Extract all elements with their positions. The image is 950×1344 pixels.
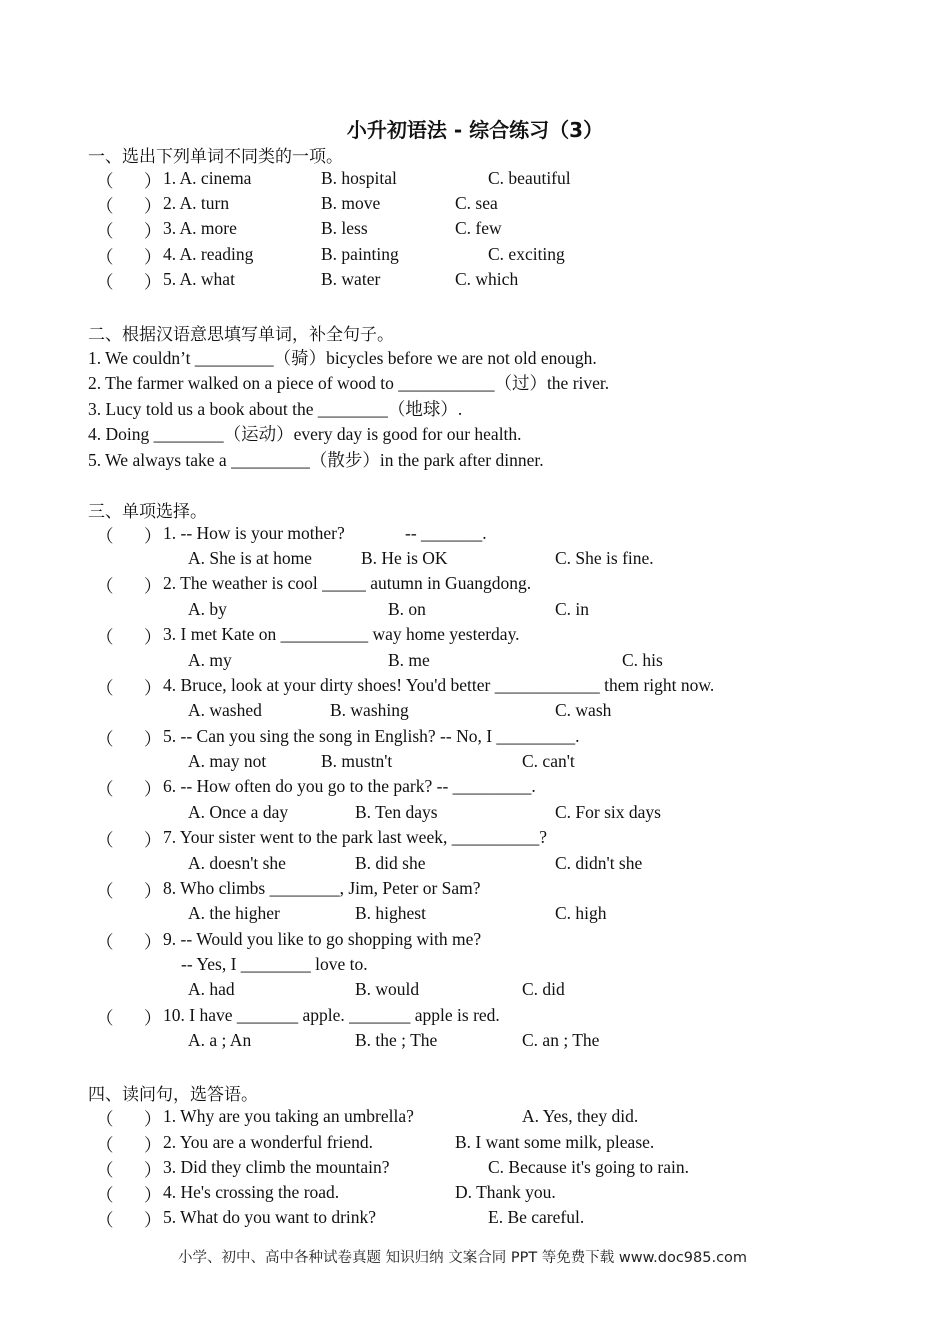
section2-heading: 二、根据汉语意思填写单词，补全句子。 (88, 325, 394, 345)
option-c: C. which (455, 269, 519, 289)
section3-heading: 三、单项选择。 (88, 502, 207, 522)
option-c: C. wash (555, 700, 612, 720)
answer-paren-close: ） (144, 196, 162, 216)
question-text: 2. A. turn (163, 193, 230, 213)
option-a: A. a ; An (188, 1030, 252, 1050)
option-c: C. For six days (555, 802, 661, 822)
answer-option: E. Be careful. (488, 1207, 585, 1227)
option-b: B. Ten days (355, 802, 438, 822)
option-c: C. can't (522, 751, 575, 771)
answer-paren-open: （ (96, 1135, 114, 1155)
answer-paren-open: （ (96, 779, 114, 799)
question-text: 3. Did they climb the mountain? (163, 1157, 390, 1177)
option-c: C. sea (455, 193, 498, 213)
answer-paren-open: （ (96, 1185, 114, 1205)
question-text: 5. A. what (163, 269, 235, 289)
option-b: B. hospital (321, 168, 397, 188)
question-text: 4. A. reading (163, 244, 254, 264)
option-b: B. the ; The (355, 1030, 438, 1050)
question-reply: -- Yes, I ________ love to. (181, 954, 368, 974)
option-b: B. painting (321, 244, 399, 264)
answer-paren-open: （ (96, 1109, 114, 1129)
answer-paren-close: ） (144, 627, 162, 647)
answer-paren-close: ） (144, 221, 162, 241)
question-text: 4. He's crossing the road. (163, 1182, 340, 1202)
option-c: C. beautiful (488, 168, 571, 188)
question-text: 4. Bruce, look at your dirty shoes! You'd better ____________ them right now. (163, 675, 715, 695)
answer-paren-close: ） (144, 1008, 162, 1028)
question-text: 2. The weather is cool _____ autumn in Guangdong. (163, 573, 532, 593)
option-a: A. Once a day (188, 802, 289, 822)
fill-in-sentence: 4. Doing ________（运动）every day is good for our health. (88, 424, 522, 444)
question-text: 7. Your sister went to the park last week, __________? (163, 827, 547, 847)
option-c: C. an ; The (522, 1030, 600, 1050)
option-a: A. doesn't she (188, 853, 286, 873)
option-b: B. less (321, 218, 368, 238)
option-b: B. He is OK (361, 548, 448, 568)
option-a: A. had (188, 979, 235, 999)
option-a: A. by (188, 599, 227, 619)
question-text: 1. A. cinema (163, 168, 252, 188)
answer-paren-open: （ (96, 247, 114, 267)
fill-in-sentence: 1. We couldn’t _________（骑）bicycles before we are not old enough. (88, 348, 597, 368)
section1-heading: 一、选出下列单词不同类的一项。 (88, 147, 343, 167)
answer-paren-open: （ (96, 830, 114, 850)
answer-paren-close: ） (144, 1185, 162, 1205)
question-text: 10. I have _______ apple. _______ apple is red. (163, 1005, 500, 1025)
option-c: C. She is fine. (555, 548, 654, 568)
answer-paren-open: （ (96, 196, 114, 216)
answer-paren-close: ） (144, 1135, 162, 1155)
option-c: C. exciting (488, 244, 565, 264)
option-b: B. move (321, 193, 381, 213)
answer-paren-close: ） (144, 1210, 162, 1230)
answer-paren-open: （ (96, 171, 114, 191)
answer-paren-close: ） (144, 247, 162, 267)
option-c: C. few (455, 218, 502, 238)
answer-paren-close: ） (144, 272, 162, 292)
answer-paren-close: ） (144, 171, 162, 191)
option-b: B. water (321, 269, 381, 289)
answer-paren-open: （ (96, 576, 114, 596)
answer-paren-open: （ (96, 1008, 114, 1028)
answer-paren-close: ） (144, 1160, 162, 1180)
question-text: 3. A. more (163, 218, 237, 238)
answer-paren-open: （ (96, 1210, 114, 1230)
answer-paren-close: ） (144, 932, 162, 952)
answer-paren-open: （ (96, 729, 114, 749)
option-b: B. washing (330, 700, 409, 720)
section4-heading: 四、读问句，选答语。 (88, 1085, 258, 1105)
question-text: 6. -- How often do you go to the park? -- _________. (163, 776, 536, 796)
answer-paren-open: （ (96, 272, 114, 292)
answer-paren-open: （ (96, 881, 114, 901)
answer-paren-close: ） (144, 881, 162, 901)
option-c: C. did (522, 979, 565, 999)
answer-paren-close: ） (144, 1109, 162, 1129)
answer-paren-close: ） (144, 526, 162, 546)
fill-in-sentence: 2. The farmer walked on a piece of wood to ___________（过）the river. (88, 373, 610, 393)
question-text: 8. Who climbs ________, Jim, Peter or Sam? (163, 878, 481, 898)
option-b: B. mustn't (321, 751, 393, 771)
answer-paren-close: ） (144, 729, 162, 749)
answer-paren-open: （ (96, 627, 114, 647)
answer-option: C. Because it's going to rain. (488, 1157, 689, 1177)
answer-paren-close: ） (144, 779, 162, 799)
question-text: 9. -- Would you like to go shopping with me? (163, 929, 482, 949)
option-b: B. on (388, 599, 426, 619)
answer-paren-open: （ (96, 1160, 114, 1180)
answer-paren-close: ） (144, 830, 162, 850)
page-title: 小升初语法 - 综合练习（3） (346, 118, 604, 142)
answer-paren-open: （ (96, 526, 114, 546)
option-c: C. didn't she (555, 853, 643, 873)
footer-watermark: 小学、初中、高中各种试卷真题 知识归纳 文案合同 PPT 等免费下载 www.doc985.com (178, 1250, 748, 1266)
fill-in-sentence: 5. We always take a _________（散步）in the park after dinner. (88, 450, 544, 470)
option-c: C. his (622, 650, 663, 670)
question-reply: -- _______. (405, 523, 487, 543)
answer-paren-open: （ (96, 932, 114, 952)
option-a: A. She is at home (188, 548, 312, 568)
option-b: B. highest (355, 903, 426, 923)
fill-in-sentence: 3. Lucy told us a book about the ________（地球）. (88, 399, 463, 419)
option-b: B. would (355, 979, 420, 999)
option-b: B. me (388, 650, 430, 670)
question-text: 5. -- Can you sing the song in English? -- No, I _________. (163, 726, 580, 746)
answer-option: D. Thank you. (455, 1182, 556, 1202)
option-b: B. did she (355, 853, 426, 873)
question-text: 1. Why are you taking an umbrella? (163, 1106, 414, 1126)
option-a: A. my (188, 650, 232, 670)
answer-paren-open: （ (96, 678, 114, 698)
option-c: C. in (555, 599, 590, 619)
option-c: C. high (555, 903, 607, 923)
option-a: A. the higher (188, 903, 280, 923)
answer-paren-close: ） (144, 678, 162, 698)
question-text: 2. You are a wonderful friend. (163, 1132, 373, 1152)
option-a: A. may not (188, 751, 267, 771)
answer-paren-close: ） (144, 576, 162, 596)
answer-option: B. I want some milk, please. (455, 1132, 655, 1152)
answer-paren-open: （ (96, 221, 114, 241)
question-text: 3. I met Kate on __________ way home yesterday. (163, 624, 520, 644)
option-a: A. washed (188, 700, 262, 720)
question-text: 5. What do you want to drink? (163, 1207, 377, 1227)
answer-option: A. Yes, they did. (522, 1106, 639, 1126)
question-text: 1. -- How is your mother? (163, 523, 345, 543)
